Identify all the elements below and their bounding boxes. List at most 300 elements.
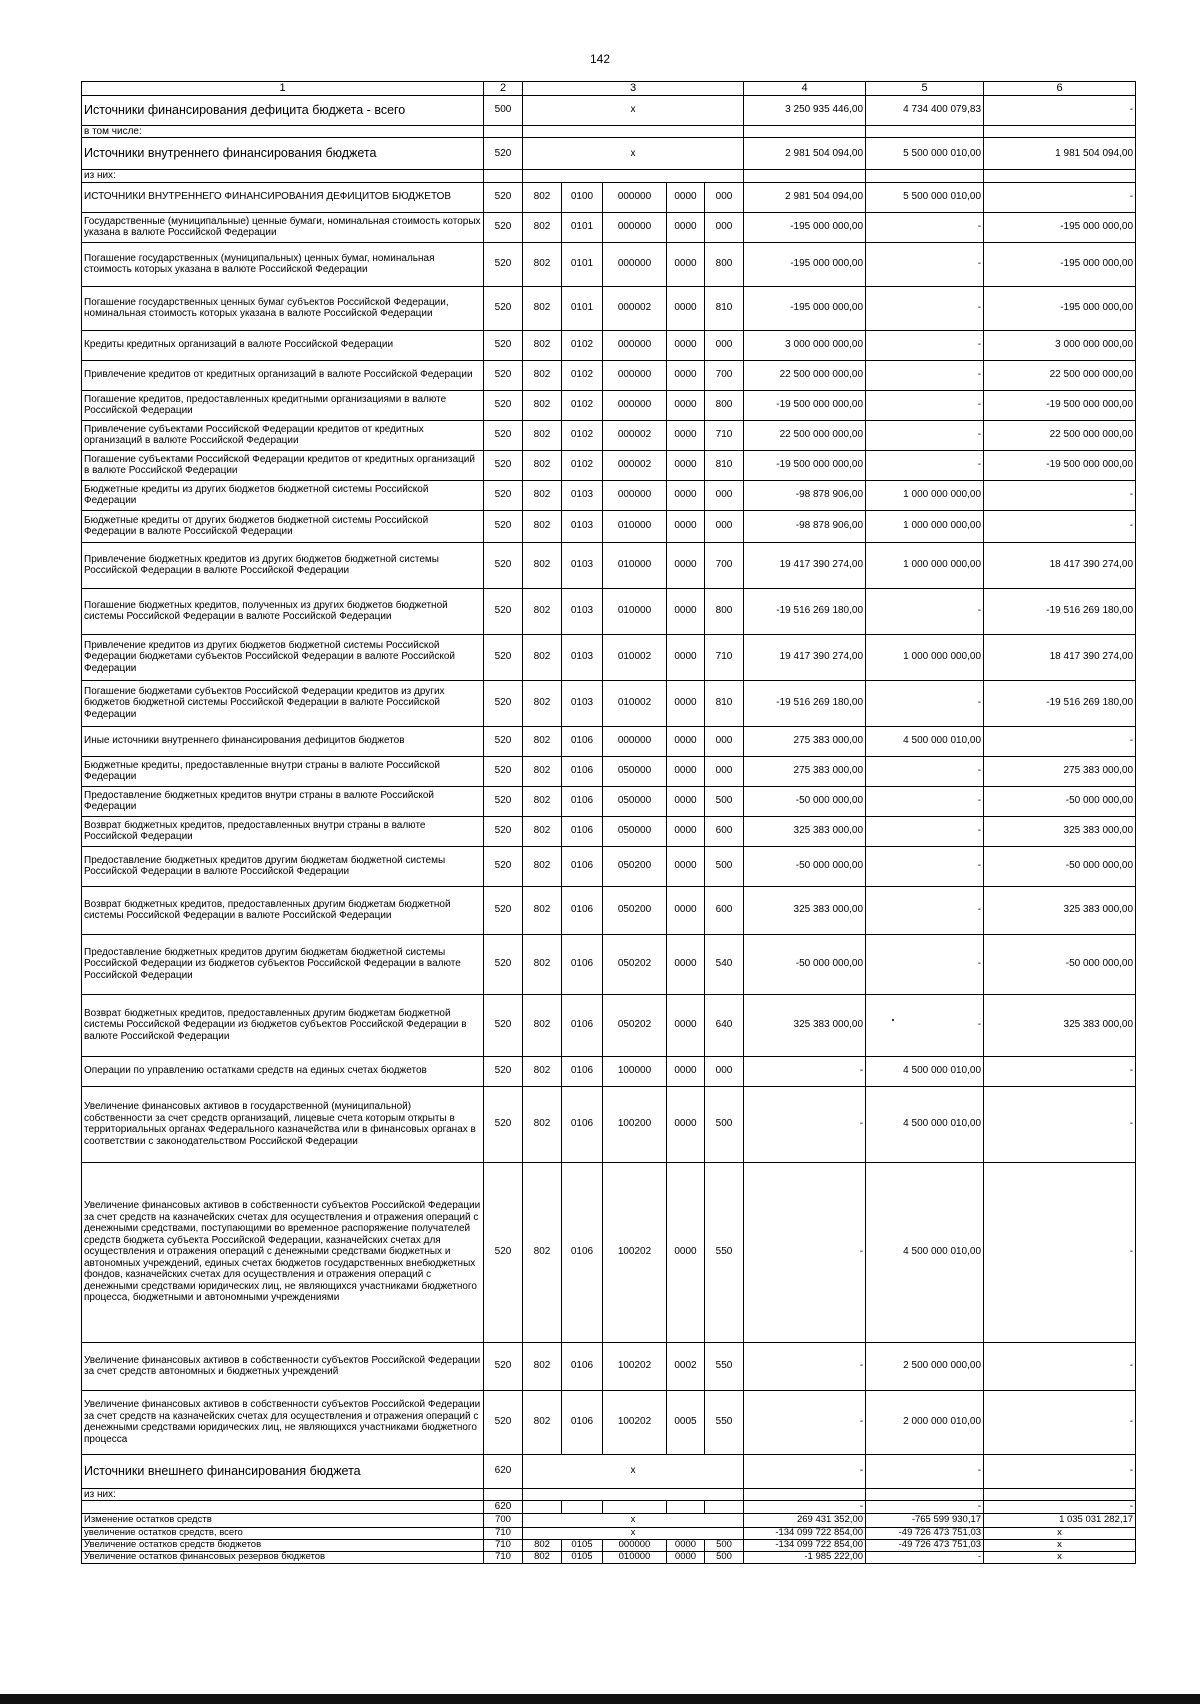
row-line-code-cell: 520 bbox=[484, 360, 523, 390]
row-name-cell: Увеличение финансовых активов в государственной (муниципальной) собственности за счет средств организаций, лицевые счета которым открыты в территориальных органах Федерального казначейства или в финансовых органах в соответствии с законодательством Российской Федерации bbox=[82, 1086, 484, 1162]
row-code-part-2: 0103 bbox=[562, 510, 603, 542]
row-value-col6: 325 383 000,00 bbox=[984, 994, 1136, 1056]
row-code-part-1: 802 bbox=[523, 1056, 562, 1086]
row-value-col6: -19 500 000 000,00 bbox=[984, 450, 1136, 480]
row-code-part-2: 0106 bbox=[562, 846, 603, 886]
row-value-col5: - bbox=[866, 212, 984, 242]
row-value-col5: - bbox=[866, 330, 984, 360]
row-line-code-cell: 520 bbox=[484, 212, 523, 242]
row-name-cell: Бюджетные кредиты из других бюджетов бюджетной системы Российской Федерации bbox=[82, 480, 484, 510]
table-row bbox=[82, 1539, 1136, 1551]
row-value-col6: - bbox=[984, 1056, 1136, 1086]
row-name-cell: Увеличение финансовых активов в собственности субъектов Российской Федерации за счет средств на казначейских счетах для осуществления и отражения операций с денежными средствами юридических лиц, не являющихся участниками бюджетного процесса bbox=[82, 1390, 484, 1454]
row-value-col6: - bbox=[984, 1162, 1136, 1342]
row-line-code-cell: 520 bbox=[484, 680, 523, 726]
row-code-part-4: 0000 bbox=[667, 480, 705, 510]
row-value-col4: 22 500 000 000,00 bbox=[744, 420, 866, 450]
table-row bbox=[82, 1488, 1136, 1501]
row-value-col5: - bbox=[866, 786, 984, 816]
row-value-col5: 5 500 000 010,00 bbox=[866, 138, 984, 170]
row-value-col5 bbox=[866, 170, 984, 183]
row-code-part-1: 802 bbox=[523, 286, 562, 330]
table-row bbox=[82, 286, 1136, 330]
row-value-col6 bbox=[984, 170, 1136, 183]
row-value-col4: 3 000 000 000,00 bbox=[744, 330, 866, 360]
row-code-part-5: 000 bbox=[705, 756, 744, 786]
row-value-col6: -50 000 000,00 bbox=[984, 786, 1136, 816]
row-value-col5: 4 734 400 079,83 bbox=[866, 95, 984, 125]
row-code-part-3: 100202 bbox=[603, 1342, 667, 1390]
row-code-part-2: 0106 bbox=[562, 886, 603, 934]
row-code-part-2: 0100 bbox=[562, 182, 603, 212]
row-code-part-4: 0000 bbox=[667, 1056, 705, 1086]
row-value-col5: 1 000 000 000,00 bbox=[866, 480, 984, 510]
row-code-part-4: 0000 bbox=[667, 1539, 705, 1551]
row-value-col4: - bbox=[744, 1501, 866, 1514]
row-code-part-4 bbox=[667, 1501, 705, 1514]
row-code-part-2: 0105 bbox=[562, 1551, 603, 1563]
row-value-col4: - bbox=[744, 1056, 866, 1086]
row-code-part-3: 000002 bbox=[603, 420, 667, 450]
row-code-part-4: 0000 bbox=[667, 1162, 705, 1342]
row-name-cell: Увеличение остатков финансовых резервов бюджетов bbox=[82, 1551, 484, 1563]
row-line-code-cell: 520 bbox=[484, 756, 523, 786]
row-code-part-2: 0106 bbox=[562, 934, 603, 994]
table-row bbox=[82, 756, 1136, 786]
row-line-code-cell: 520 bbox=[484, 138, 523, 170]
row-value-col5: - bbox=[866, 680, 984, 726]
table-row bbox=[82, 846, 1136, 886]
row-code-part-4: 0002 bbox=[667, 1342, 705, 1390]
row-code-part-1 bbox=[523, 1501, 562, 1514]
row-value-col4: - bbox=[744, 1454, 866, 1488]
row-value-col6: 18 417 390 274,00 bbox=[984, 634, 1136, 680]
row-code-part-4: 0000 bbox=[667, 588, 705, 634]
row-value-col6: 325 383 000,00 bbox=[984, 886, 1136, 934]
row-line-code-cell: 620 bbox=[484, 1454, 523, 1488]
row-name-cell: Возврат бюджетных кредитов, предоставленных другим бюджетам бюджетной системы Российской Федерации в валюте Российской Федерации bbox=[82, 886, 484, 934]
row-value-col4: 275 383 000,00 bbox=[744, 756, 866, 786]
row-value-col6: -195 000 000,00 bbox=[984, 242, 1136, 286]
row-name-cell: Кредиты кредитных организаций в валюте Российской Федерации bbox=[82, 330, 484, 360]
header-col-2: 2 bbox=[484, 82, 523, 96]
row-value-col5: - bbox=[866, 756, 984, 786]
row-code-part-3: 010002 bbox=[603, 680, 667, 726]
row-code-part-3: 000002 bbox=[603, 286, 667, 330]
row-code-part-4: 0000 bbox=[667, 680, 705, 726]
row-code-part-3: 000000 bbox=[603, 1539, 667, 1551]
table-row bbox=[82, 1086, 1136, 1162]
table-row bbox=[82, 1551, 1136, 1563]
row-value-col6: x bbox=[984, 1539, 1136, 1551]
row-value-col5: 5 500 000 010,00 bbox=[866, 182, 984, 212]
row-value-col5: 1 000 000 000,00 bbox=[866, 542, 984, 588]
row-value-col5: - bbox=[866, 886, 984, 934]
row-code-part-5: 550 bbox=[705, 1342, 744, 1390]
row-code-part-1: 802 bbox=[523, 390, 562, 420]
row-code-part-1: 802 bbox=[523, 994, 562, 1056]
row-value-col4: -50 000 000,00 bbox=[744, 934, 866, 994]
row-value-col5: - bbox=[866, 286, 984, 330]
table-row bbox=[82, 212, 1136, 242]
row-code-part-4: 0000 bbox=[667, 634, 705, 680]
row-code-cell: x bbox=[523, 1513, 744, 1527]
row-line-code-cell: 520 bbox=[484, 886, 523, 934]
row-code-part-4: 0000 bbox=[667, 846, 705, 886]
row-code-part-1: 802 bbox=[523, 450, 562, 480]
row-code-part-5: 810 bbox=[705, 450, 744, 480]
row-code-part-5: 700 bbox=[705, 542, 744, 588]
row-name-cell: Увеличение остатков средств бюджетов bbox=[82, 1539, 484, 1551]
row-line-code-cell: 520 bbox=[484, 480, 523, 510]
row-code-part-1: 802 bbox=[523, 756, 562, 786]
table-row bbox=[82, 634, 1136, 680]
row-value-col5: 4 500 000 010,00 bbox=[866, 1086, 984, 1162]
row-code-part-4: 0000 bbox=[667, 542, 705, 588]
table-row bbox=[82, 542, 1136, 588]
row-value-col6: x bbox=[984, 1527, 1136, 1539]
row-line-code-cell: 520 bbox=[484, 1390, 523, 1454]
row-value-col4: 275 383 000,00 bbox=[744, 726, 866, 756]
header-col-3: 3 bbox=[523, 82, 744, 96]
scan-bottom-edge bbox=[0, 1694, 1200, 1704]
row-code-part-3: 100000 bbox=[603, 1056, 667, 1086]
row-value-col4: -195 000 000,00 bbox=[744, 242, 866, 286]
row-code-part-1: 802 bbox=[523, 1162, 562, 1342]
table-row bbox=[82, 1342, 1136, 1390]
row-code-part-5: 500 bbox=[705, 786, 744, 816]
row-value-col4: -195 000 000,00 bbox=[744, 212, 866, 242]
row-name-cell: Погашение кредитов, предоставленных кредитными организациями в валюте Российской Федерации bbox=[82, 390, 484, 420]
row-code-part-1: 802 bbox=[523, 786, 562, 816]
row-code-part-3: 000000 bbox=[603, 212, 667, 242]
row-code-part-3: 000000 bbox=[603, 726, 667, 756]
row-value-col6: 275 383 000,00 bbox=[984, 756, 1136, 786]
row-code-part-4: 0000 bbox=[667, 360, 705, 390]
row-name-cell: из них: bbox=[82, 1488, 484, 1501]
row-code-part-2: 0103 bbox=[562, 480, 603, 510]
row-name-cell: Возврат бюджетных кредитов, предоставленных внутри страны в валюте Российской Федерации bbox=[82, 816, 484, 846]
row-code-part-2: 0101 bbox=[562, 212, 603, 242]
row-value-col6: 1 981 504 094,00 bbox=[984, 138, 1136, 170]
row-line-code-cell: 520 bbox=[484, 588, 523, 634]
row-value-col4: -1 985 222,00 bbox=[744, 1551, 866, 1563]
row-code-part-5: 000 bbox=[705, 726, 744, 756]
row-line-code-cell: 520 bbox=[484, 786, 523, 816]
table-row bbox=[82, 1162, 1136, 1342]
row-name-cell: Предоставление бюджетных кредитов другим бюджетам бюджетной системы Российской Федерации из бюджетов субъектов Российской Федерации в валюте Российской Федерации bbox=[82, 934, 484, 994]
row-code-part-2: 0106 bbox=[562, 1390, 603, 1454]
row-value-col4: -19 516 269 180,00 bbox=[744, 680, 866, 726]
table-row bbox=[82, 510, 1136, 542]
row-value-col4: 22 500 000 000,00 bbox=[744, 360, 866, 390]
row-line-code-cell bbox=[484, 1488, 523, 1501]
table-row bbox=[82, 816, 1136, 846]
row-line-code-cell: 520 bbox=[484, 542, 523, 588]
row-value-col5: - bbox=[866, 420, 984, 450]
row-value-col5: - bbox=[866, 846, 984, 886]
row-value-col4: -134 099 722 854,00 bbox=[744, 1539, 866, 1551]
row-code-part-3: 050200 bbox=[603, 846, 667, 886]
table-row bbox=[82, 994, 1136, 1056]
row-code-part-4: 0000 bbox=[667, 330, 705, 360]
row-code-part-3: 010000 bbox=[603, 588, 667, 634]
row-code-part-1: 802 bbox=[523, 934, 562, 994]
row-code-part-4: 0000 bbox=[667, 286, 705, 330]
row-name-cell: Увеличение финансовых активов в собственности субъектов Российской Федерации за счет средств на казначейских счетах для осуществления и отражения операций с денежными средствами, поступающими во временное распоряжение получателей средств бюджета субъекта Российской Федерации, казначейских счетах для осуществления и отражения операций с денежными средствами бюджетных и автономных учреждений, единых счетах бюджетов государственных внебюджетных фондов, казначейских счетах для осуществления и отражения операций с денежными средствами юридических лиц, не являющихся участниками бюджетного процесса, бюджетными и автономными учреждениями bbox=[82, 1162, 484, 1342]
row-name-cell: Погашение государственных (муниципальных) ценных бумаг, номинальная стоимость которых указана в валюте Российской Федерации bbox=[82, 242, 484, 286]
row-code-part-5: 000 bbox=[705, 1056, 744, 1086]
row-value-col4 bbox=[744, 125, 866, 138]
header-row bbox=[82, 82, 1136, 96]
row-line-code-cell: 520 bbox=[484, 1162, 523, 1342]
scan-speck bbox=[892, 1019, 894, 1021]
row-code-cell bbox=[523, 1488, 744, 1501]
row-code-part-5: 500 bbox=[705, 846, 744, 886]
row-value-col5 bbox=[866, 1488, 984, 1501]
row-line-code-cell: 520 bbox=[484, 450, 523, 480]
row-value-col5: -49 726 473 751,03 bbox=[866, 1527, 984, 1539]
row-code-part-1: 802 bbox=[523, 634, 562, 680]
row-code-part-5: 550 bbox=[705, 1390, 744, 1454]
row-code-part-3: 000000 bbox=[603, 330, 667, 360]
row-value-col4: -98 878 906,00 bbox=[744, 510, 866, 542]
row-code-part-1: 802 bbox=[523, 182, 562, 212]
row-value-col6: -195 000 000,00 bbox=[984, 286, 1136, 330]
row-code-part-1: 802 bbox=[523, 1086, 562, 1162]
row-line-code-cell: 520 bbox=[484, 390, 523, 420]
row-line-code-cell bbox=[484, 125, 523, 138]
row-code-part-4: 0000 bbox=[667, 1086, 705, 1162]
row-code-part-1: 802 bbox=[523, 846, 562, 886]
header-col-4: 4 bbox=[744, 82, 866, 96]
row-code-part-5: 710 bbox=[705, 634, 744, 680]
row-value-col5: -765 599 930,17 bbox=[866, 1513, 984, 1527]
row-value-col5: - bbox=[866, 1501, 984, 1514]
table-row bbox=[82, 450, 1136, 480]
row-value-col4: 325 383 000,00 bbox=[744, 994, 866, 1056]
row-value-col6: 325 383 000,00 bbox=[984, 816, 1136, 846]
row-value-col4: 19 417 390 274,00 bbox=[744, 542, 866, 588]
row-name-cell: Возврат бюджетных кредитов, предоставленных другим бюджетам бюджетной системы Российской Федерации из бюджетов субъектов Российской Федерации в валюте Российской Федерации bbox=[82, 994, 484, 1056]
row-code-part-3: 100202 bbox=[603, 1162, 667, 1342]
row-code-part-5 bbox=[705, 1501, 744, 1514]
row-code-part-2: 0106 bbox=[562, 786, 603, 816]
row-name-cell: Предоставление бюджетных кредитов внутри страны в валюте Российской Федерации bbox=[82, 786, 484, 816]
row-name-cell: из них: bbox=[82, 170, 484, 183]
row-code-part-4: 0005 bbox=[667, 1390, 705, 1454]
row-value-col5: - bbox=[866, 1454, 984, 1488]
row-code-part-1: 802 bbox=[523, 420, 562, 450]
row-value-col6: - bbox=[984, 726, 1136, 756]
row-name-cell bbox=[82, 1501, 484, 1514]
table-row bbox=[82, 390, 1136, 420]
row-value-col6: - bbox=[984, 95, 1136, 125]
row-code-part-2: 0102 bbox=[562, 330, 603, 360]
row-code-part-5: 540 bbox=[705, 934, 744, 994]
row-line-code-cell: 520 bbox=[484, 242, 523, 286]
table-row bbox=[82, 1454, 1136, 1488]
row-line-code-cell: 520 bbox=[484, 182, 523, 212]
table-row bbox=[82, 330, 1136, 360]
row-value-col6: 1 035 031 282,17 bbox=[984, 1513, 1136, 1527]
row-code-part-3: 000000 bbox=[603, 480, 667, 510]
header-col-6: 6 bbox=[984, 82, 1136, 96]
row-value-col4 bbox=[744, 170, 866, 183]
table-row bbox=[82, 138, 1136, 170]
row-value-col5: 2 500 000 000,00 bbox=[866, 1342, 984, 1390]
row-value-col6: - bbox=[984, 1390, 1136, 1454]
row-code-part-4: 0000 bbox=[667, 1551, 705, 1563]
row-code-part-3: 010000 bbox=[603, 1551, 667, 1563]
row-value-col4: 3 250 935 446,00 bbox=[744, 95, 866, 125]
row-code-part-5: 600 bbox=[705, 886, 744, 934]
row-value-col4: - bbox=[744, 1162, 866, 1342]
row-code-part-2: 0103 bbox=[562, 588, 603, 634]
table-row bbox=[82, 125, 1136, 138]
row-name-cell: Бюджетные кредиты, предоставленные внутри страны в валюте Российской Федерации bbox=[82, 756, 484, 786]
row-code-part-1: 802 bbox=[523, 1551, 562, 1563]
row-code-part-5: 000 bbox=[705, 182, 744, 212]
row-code-part-3: 050202 bbox=[603, 934, 667, 994]
row-value-col6: - bbox=[984, 1454, 1136, 1488]
row-code-part-5: 000 bbox=[705, 212, 744, 242]
row-line-code-cell: 500 bbox=[484, 95, 523, 125]
row-value-col5: - bbox=[866, 360, 984, 390]
row-value-col5: 2 000 000 010,00 bbox=[866, 1390, 984, 1454]
table-row bbox=[82, 680, 1136, 726]
row-code-part-5: 810 bbox=[705, 286, 744, 330]
row-value-col4: - bbox=[744, 1086, 866, 1162]
row-line-code-cell: 520 bbox=[484, 816, 523, 846]
table-row bbox=[82, 1501, 1136, 1514]
row-code-part-5: 600 bbox=[705, 816, 744, 846]
row-code-part-5: 800 bbox=[705, 390, 744, 420]
row-code-part-3: 010000 bbox=[603, 510, 667, 542]
row-value-col4: 2 981 504 094,00 bbox=[744, 138, 866, 170]
row-code-part-2: 0106 bbox=[562, 1342, 603, 1390]
row-line-code-cell: 620 bbox=[484, 1501, 523, 1514]
row-name-cell: Операции по управлению остатками средств на единых счетах бюджетов bbox=[82, 1056, 484, 1086]
row-value-col5: 4 500 000 010,00 bbox=[866, 1162, 984, 1342]
row-code-part-5: 800 bbox=[705, 242, 744, 286]
row-value-col4: 2 981 504 094,00 bbox=[744, 182, 866, 212]
row-code-part-1: 802 bbox=[523, 1390, 562, 1454]
row-name-cell: Источники внутреннего финансирования бюджета bbox=[82, 138, 484, 170]
row-value-col4: -98 878 906,00 bbox=[744, 480, 866, 510]
row-line-code-cell: 520 bbox=[484, 846, 523, 886]
row-code-part-5: 000 bbox=[705, 510, 744, 542]
row-code-part-3: 000000 bbox=[603, 182, 667, 212]
row-code-part-2: 0105 bbox=[562, 1539, 603, 1551]
row-line-code-cell: 700 bbox=[484, 1513, 523, 1527]
row-code-part-5: 500 bbox=[705, 1551, 744, 1563]
row-code-part-2: 0102 bbox=[562, 420, 603, 450]
row-code-part-2: 0106 bbox=[562, 756, 603, 786]
row-value-col6: - bbox=[984, 1086, 1136, 1162]
row-code-part-2: 0106 bbox=[562, 726, 603, 756]
row-code-part-2: 0106 bbox=[562, 994, 603, 1056]
row-code-part-3: 050000 bbox=[603, 816, 667, 846]
row-code-part-1: 802 bbox=[523, 1342, 562, 1390]
table-row bbox=[82, 1056, 1136, 1086]
row-value-col4: - bbox=[744, 1342, 866, 1390]
row-code-part-3: 010000 bbox=[603, 542, 667, 588]
row-line-code-cell: 520 bbox=[484, 286, 523, 330]
row-value-col4: -50 000 000,00 bbox=[744, 846, 866, 886]
table-row bbox=[82, 1527, 1136, 1539]
row-code-part-3: 010002 bbox=[603, 634, 667, 680]
row-line-code-cell: 710 bbox=[484, 1527, 523, 1539]
row-code-part-3: 000000 bbox=[603, 390, 667, 420]
row-code-part-4: 0000 bbox=[667, 934, 705, 994]
row-code-part-5: 500 bbox=[705, 1086, 744, 1162]
row-value-col5: - bbox=[866, 934, 984, 994]
row-value-col4: 325 383 000,00 bbox=[744, 886, 866, 934]
row-code-part-5: 550 bbox=[705, 1162, 744, 1342]
row-code-part-3: 050000 bbox=[603, 756, 667, 786]
table-row bbox=[82, 1513, 1136, 1527]
table-row bbox=[82, 1390, 1136, 1454]
budget-sources-table bbox=[81, 81, 1136, 1564]
row-code-part-4: 0000 bbox=[667, 242, 705, 286]
row-value-col4: -134 099 722 854,00 bbox=[744, 1527, 866, 1539]
row-line-code-cell: 520 bbox=[484, 994, 523, 1056]
row-value-col5: - bbox=[866, 390, 984, 420]
row-code-part-3: 050202 bbox=[603, 994, 667, 1056]
page-number: 142 bbox=[589, 52, 611, 66]
row-code-part-4: 0000 bbox=[667, 182, 705, 212]
row-value-col4: -19 500 000 000,00 bbox=[744, 390, 866, 420]
table-row bbox=[82, 242, 1136, 286]
row-code-part-4: 0000 bbox=[667, 450, 705, 480]
row-name-cell: Государственные (муниципальные) ценные бумаги, номинальная стоимость которых указана в валюте Российской Федерации bbox=[82, 212, 484, 242]
row-code-part-1: 802 bbox=[523, 330, 562, 360]
row-code-part-4: 0000 bbox=[667, 756, 705, 786]
row-code-part-1: 802 bbox=[523, 1539, 562, 1551]
row-value-col5: 4 500 000 010,00 bbox=[866, 1056, 984, 1086]
table-row bbox=[82, 786, 1136, 816]
row-code-part-2: 0106 bbox=[562, 816, 603, 846]
row-value-col6: - bbox=[984, 1501, 1136, 1514]
row-code-part-2: 0102 bbox=[562, 360, 603, 390]
row-value-col5 bbox=[866, 125, 984, 138]
row-code-part-5: 000 bbox=[705, 480, 744, 510]
row-line-code-cell: 520 bbox=[484, 510, 523, 542]
table-row bbox=[82, 182, 1136, 212]
row-value-col4: -19 516 269 180,00 bbox=[744, 588, 866, 634]
row-code-part-1: 802 bbox=[523, 726, 562, 756]
row-value-col5: -49 726 473 751,03 bbox=[866, 1539, 984, 1551]
row-name-cell: Привлечение субъектами Российской Федерации кредитов от кредитных организаций в валюте Российской Федерации bbox=[82, 420, 484, 450]
row-code-part-4: 0000 bbox=[667, 886, 705, 934]
row-code-part-2: 0103 bbox=[562, 634, 603, 680]
row-code-part-5: 000 bbox=[705, 330, 744, 360]
row-name-cell: Бюджетные кредиты от других бюджетов бюджетной системы Российской Федерации в валюте Российской Федерации bbox=[82, 510, 484, 542]
row-value-col4: 269 431 352,00 bbox=[744, 1513, 866, 1527]
row-line-code-cell: 520 bbox=[484, 1342, 523, 1390]
row-value-col6: 22 500 000 000,00 bbox=[984, 420, 1136, 450]
row-code-cell bbox=[523, 125, 744, 138]
row-code-part-1: 802 bbox=[523, 542, 562, 588]
row-line-code-cell: 520 bbox=[484, 634, 523, 680]
row-code-part-2: 0102 bbox=[562, 390, 603, 420]
row-code-part-5: 810 bbox=[705, 680, 744, 726]
row-value-col4: 325 383 000,00 bbox=[744, 816, 866, 846]
row-code-part-5: 800 bbox=[705, 588, 744, 634]
row-value-col6: 3 000 000 000,00 bbox=[984, 330, 1136, 360]
table-row bbox=[82, 934, 1136, 994]
